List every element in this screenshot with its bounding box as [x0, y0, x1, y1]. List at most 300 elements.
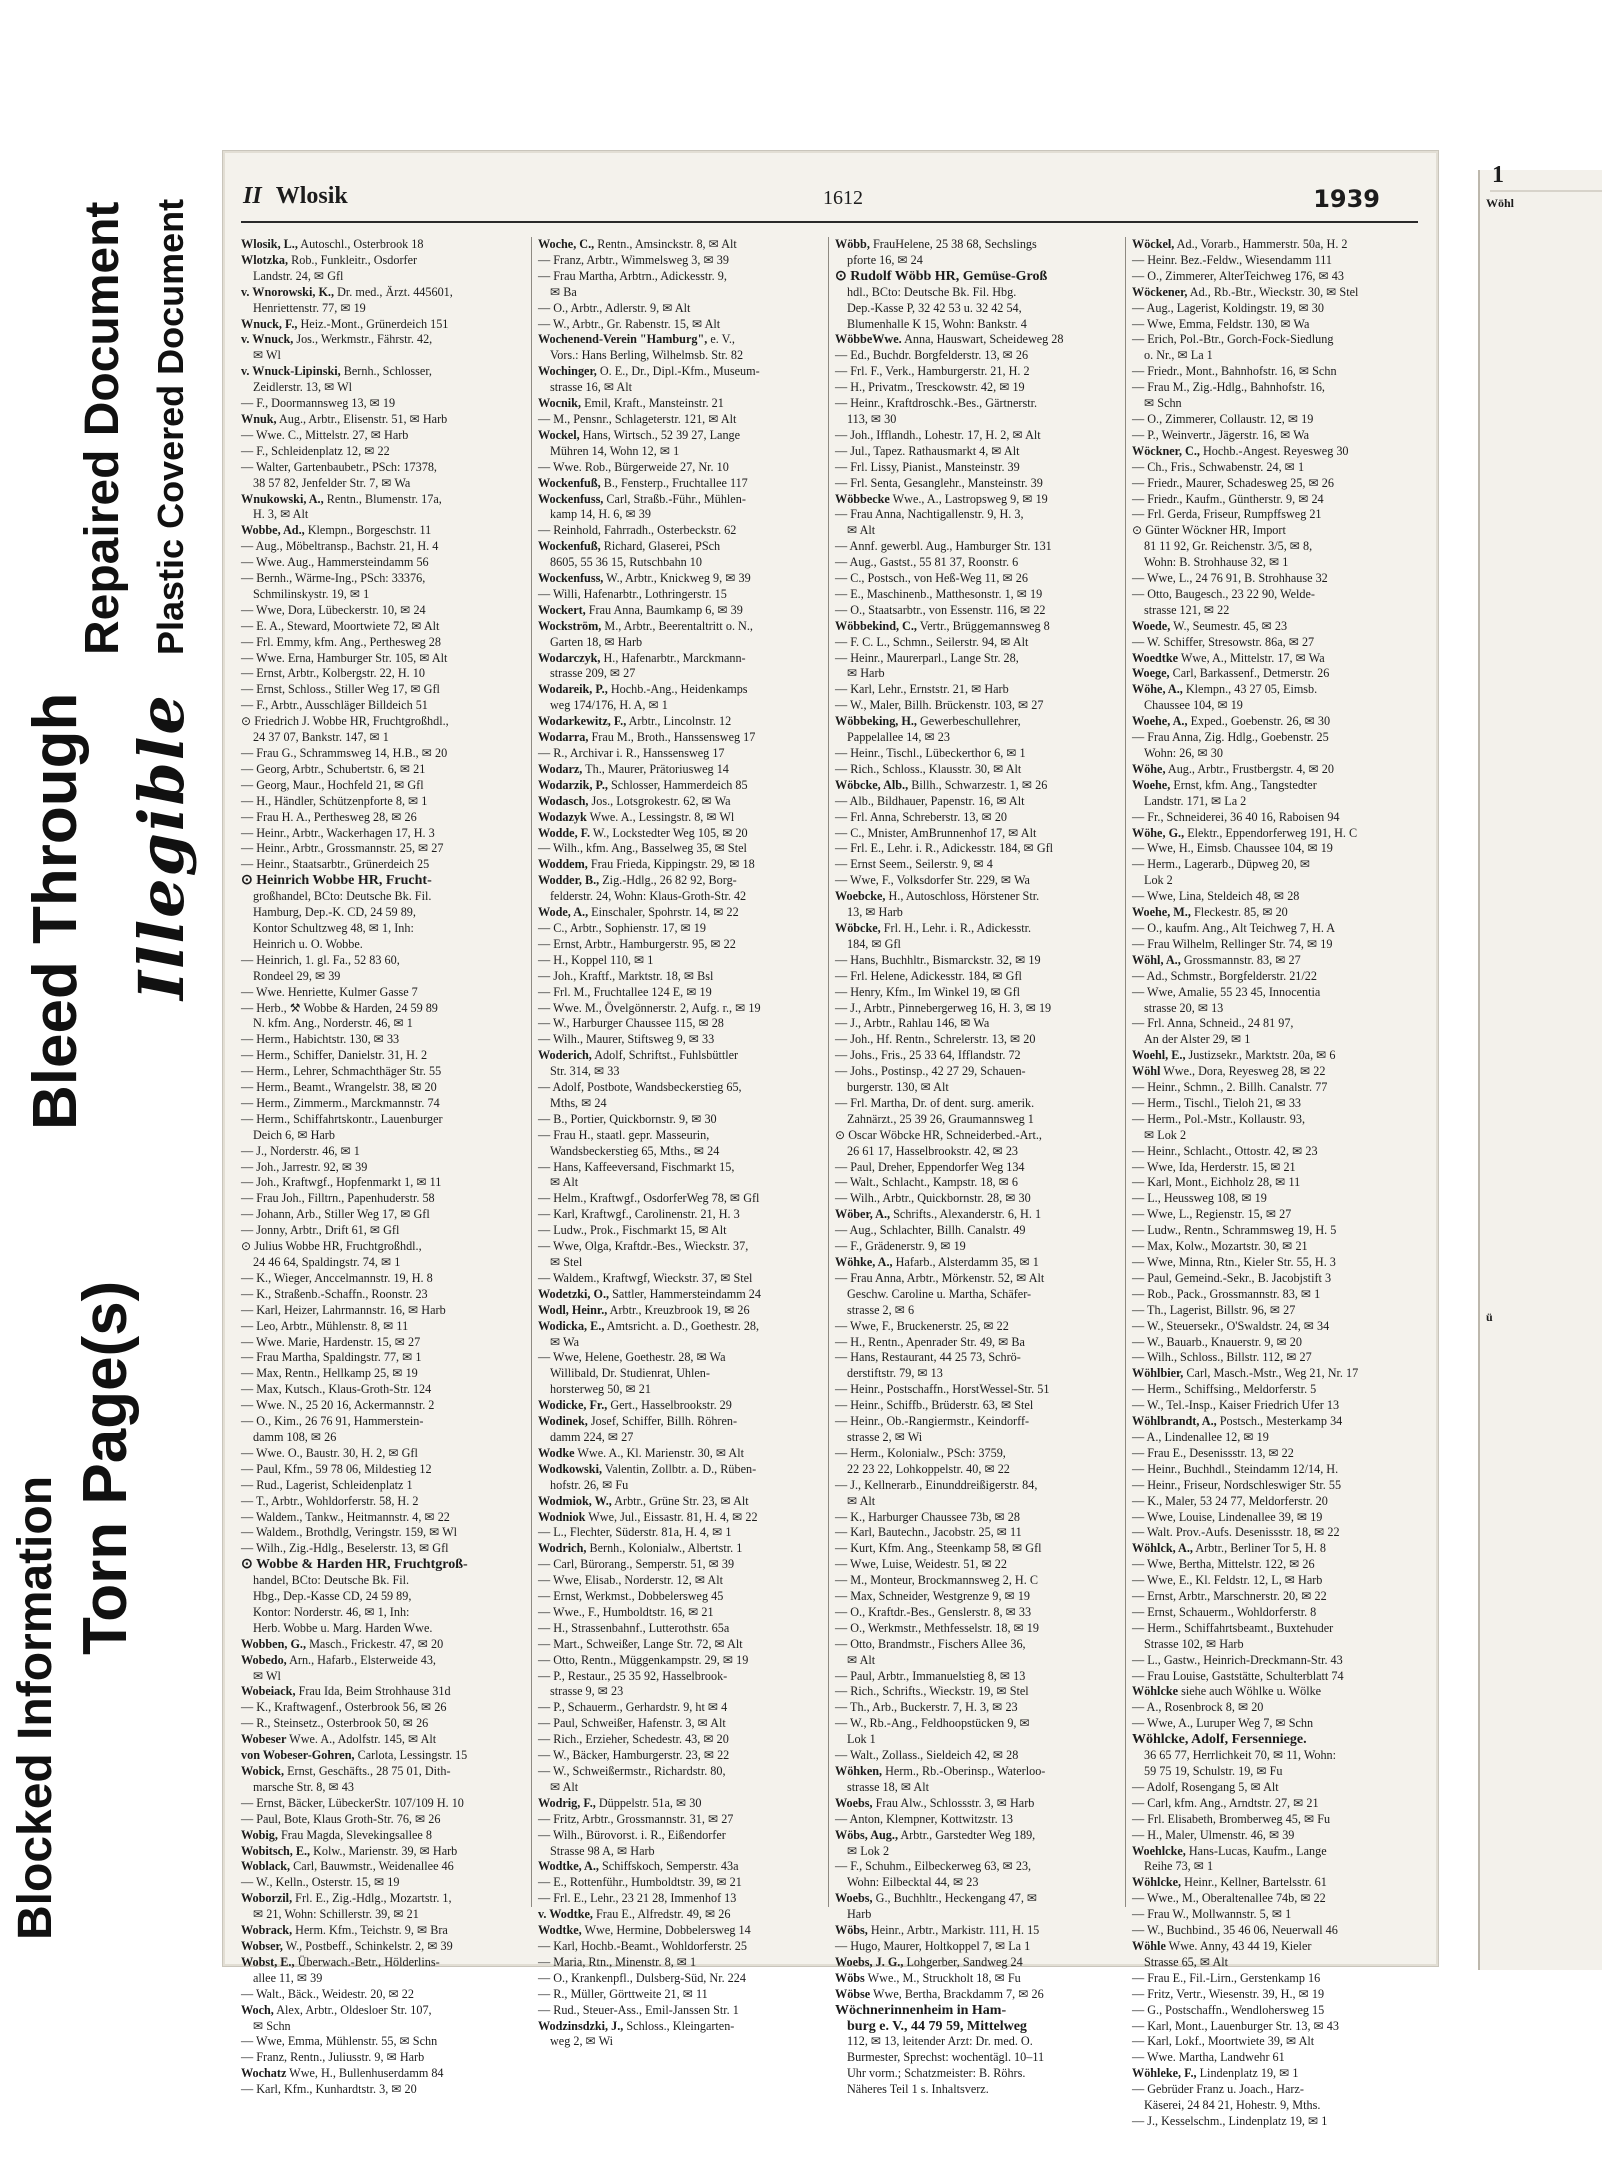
entry-details: Lok 1 — [847, 1732, 876, 1747]
directory-entry — [1132, 237, 1412, 253]
entry-details: — Heinr., Arbtr., Wackerhagen 17, H. 3 — [241, 825, 435, 840]
entry-surname: Wöhken, — [835, 1764, 883, 1778]
directory-entry — [835, 953, 1115, 969]
entry-details: ✉ Wl — [253, 348, 281, 363]
entry-details: Rentn., Amsinckstr. 8, ✉ Alt — [594, 237, 737, 251]
entry-details: ✉ Schn — [1144, 396, 1182, 411]
directory-entry — [241, 1716, 521, 1732]
directory-entry — [1132, 1669, 1412, 1685]
entry-surname: Wöhl, A., — [1132, 952, 1181, 967]
entry-surname: Wöhe, A., — [1132, 682, 1183, 697]
directory-entry — [1132, 857, 1412, 873]
entry-details: kamp 14, H. 6, ✉ 39 — [550, 507, 651, 522]
entry-details: Carl, Barkassenf., Detmerstr. 26 — [1169, 666, 1330, 681]
directory-entry — [241, 428, 521, 444]
entry-surname: Wöbs, — [835, 1923, 868, 1938]
directory-entry — [538, 332, 818, 348]
entry-details: — Joh., Hf. Rentn., Schrelerstr. 13, ✉ 20 — [835, 1032, 1036, 1047]
directory-entry — [1132, 1191, 1412, 1207]
directory-entry — [241, 714, 521, 730]
entry-details: — Herb., ⚒ Wobbe & Harden, 24 59 89 — [241, 1000, 438, 1015]
directory-entry — [241, 2003, 521, 2019]
directory-entry — [835, 1987, 1115, 2003]
page-header-keyword: Wlosik — [275, 183, 348, 209]
entry-details: — Wwe. Marie, Hardenstr. 15, ✉ 27 — [241, 1334, 421, 1349]
entry-details: ✉ Schn — [253, 2018, 291, 2033]
directory-entry-continuation — [835, 1907, 1115, 1923]
entry-details: ✉ 21, Wohn: Schillerstr. 39, ✉ 21 — [253, 1907, 419, 1922]
directory-entry-continuation — [538, 1144, 818, 1160]
directory-entry — [538, 428, 818, 444]
directory-entry-continuation — [241, 1589, 521, 1605]
directory-entry — [1132, 666, 1412, 682]
entry-details: — W., Arbtr., Gr. Rabenstr. 15, ✉ Alt — [538, 316, 721, 331]
entry-details: — Frl. Gerda, Friseur, Rumpffsweg 21 — [1132, 507, 1322, 522]
entry-details: Frau Ida, Beim Strohhause 31d — [295, 1684, 451, 1699]
entry-surname: Wöhlck, A., — [1132, 1541, 1193, 1556]
entry-details: — Frl. Helene, Adickesstr. 184, ✉ Gfl — [835, 968, 1022, 983]
entry-details: handel, BCto: Deutsche Bk. Fil. — [253, 1573, 410, 1588]
entry-details: — Heinr. Bez.-Feldw., Wiesendamm 111 — [1132, 252, 1332, 267]
directory-entry — [835, 237, 1115, 253]
directory-entry — [835, 1525, 1115, 1541]
entry-details: — Rud., Steuer-Ass., Emil-Janssen Str. 1 — [538, 2002, 739, 2017]
directory-entry — [1132, 428, 1412, 444]
entry-surname: Woddem, — [538, 857, 588, 872]
directory-entry — [538, 1859, 818, 1875]
entry-details: Postsch., Mesterkamp 34 — [1216, 1414, 1343, 1429]
directory-entry — [538, 1764, 818, 1780]
directory-entry — [835, 635, 1115, 651]
entry-details: — Paul, Gemeind.-Sekr., B. Jacobjstift 3 — [1132, 1270, 1332, 1285]
directory-entry — [1132, 1939, 1412, 1955]
directory-entry — [241, 1048, 521, 1064]
entry-details: Kontor Schultzweg 48, ✉ 1, Inh: — [253, 920, 414, 935]
entry-details: ✉ Lok 2 — [1144, 1127, 1187, 1142]
entry-details: — Friedr., Kaufm., Güntherstr. 9, ✉ 24 — [1132, 491, 1324, 506]
directory-entry — [835, 571, 1115, 587]
entry-surname: Wodrich, — [538, 1541, 587, 1556]
directory-entry — [538, 317, 818, 333]
entry-surname: Wöhe, — [1132, 761, 1166, 776]
entry-details: — Frl. Lissy, Pianist., Mansteinstr. 39 — [835, 459, 1020, 474]
directory-entry-continuation — [241, 2019, 521, 2035]
entry-details: ✉ Ba — [550, 284, 577, 299]
entry-details: — A., Lindenallee 12, ✉ 19 — [1132, 1429, 1269, 1444]
directory-entry-continuation — [835, 1844, 1115, 1860]
directory-entry — [1132, 444, 1412, 460]
directory-entry — [1132, 2082, 1412, 2098]
directory-entry — [1132, 317, 1412, 333]
entry-details: Herb. Wobbe u. Marg. Harden Wwe. — [253, 1620, 433, 1635]
entry-details: derstiftstr. 79, ✉ 13 — [847, 1366, 943, 1381]
directory-entry — [241, 1350, 521, 1366]
directory-entry — [835, 921, 1115, 937]
entry-details: — P., Schauerm., Gerhardstr. 9, ht ✉ 4 — [538, 1700, 728, 1715]
entry-details: — Walt., Bäck., Weidestr. 20, ✉ 22 — [241, 1986, 414, 2001]
directory-entry — [1132, 762, 1412, 778]
directory-entry — [835, 555, 1115, 571]
directory-entry — [538, 492, 818, 508]
entry-surname: Wobbe, Ad., — [241, 523, 305, 538]
directory-entry — [241, 666, 521, 682]
directory-entry — [1132, 635, 1412, 651]
directory-entry — [241, 1748, 521, 1764]
entry-details: — Rich., Erzieher, Schedestr. 43, ✉ 20 — [538, 1732, 729, 1747]
directory-entry — [1132, 1144, 1412, 1160]
entry-details: — Karl, Lokf., Moortwiete 39, ✉ Alt — [1132, 2034, 1315, 2049]
directory-entry — [835, 1001, 1115, 1017]
entry-details: — Heinr., Maurerparl., Lange Str. 28, — [835, 650, 1019, 665]
directory-entry — [835, 1032, 1115, 1048]
entry-details: — Wwe. Rob., Bürgerweide 27, Nr. 10 — [538, 459, 729, 474]
directory-entry — [1132, 1732, 1412, 1748]
next-page-fragment: ü — [1486, 1310, 1493, 1324]
directory-entry — [538, 1939, 818, 1955]
directory-entry — [1132, 1573, 1412, 1589]
entry-details: Arbtr., Kreuzbrook 19, ✉ 26 — [607, 1302, 750, 1317]
entry-details: damm 108, ✉ 26 — [253, 1429, 337, 1444]
entry-details: — Waldem., Tankw., Heitmannstr. 4, ✉ 22 — [241, 1509, 450, 1524]
entry-details: — Joh., Ifflandh., Lohestr. 17, H. 2, ✉ Alt — [835, 427, 1041, 442]
entry-details: — Heinr., Postschaffn., HorstWessel-Str. 51 — [835, 1382, 1050, 1397]
entry-surname: Wodl, Heinr., — [538, 1302, 608, 1317]
directory-entry — [1132, 523, 1412, 539]
entry-details: Ernst, Geschäfts., 28 75 01, Dith- — [284, 1764, 451, 1778]
directory-entry-continuation — [1132, 555, 1412, 571]
entry-details: ⊙ Wobbe & Harden HR, Fruchtgroß- — [241, 1557, 468, 1573]
directory-entry-continuation — [241, 301, 521, 317]
entry-surname: Wodarz, — [538, 761, 583, 776]
directory-entry — [1132, 1923, 1412, 1939]
entry-details: — R., Steinsetz., Osterbrook 50, ✉ 26 — [241, 1716, 429, 1731]
entry-details: — Wwe, E., Kl. Feldstr. 12, L, ✉ Harb — [1132, 1573, 1323, 1588]
entry-details: ✉ Wl — [253, 1668, 281, 1683]
entry-details: — Joh., Kraftwgf., Hopfenmarkt 1, ✉ 11 — [241, 1175, 442, 1190]
directory-entry — [241, 2082, 521, 2098]
entry-details: ✉ Alt — [847, 1652, 876, 1667]
entry-surname: Wobben, G., — [241, 1636, 307, 1651]
entry-details: H., Autoschloss, Hörstener Str. — [885, 889, 1040, 904]
directory-entry-continuation — [1132, 603, 1412, 619]
directory-entry — [241, 1955, 521, 1971]
entry-details: — Frl. Emmy, kfm. Ang., Perthesweg 28 — [241, 634, 441, 649]
entry-details: — F., Doormannsweg 13, ✉ 19 — [241, 396, 396, 411]
column-divider — [531, 237, 532, 1907]
entry-details: — Heinr., Schlacht., Ottostr. 42, ✉ 23 — [1132, 1143, 1318, 1158]
directory-entry — [1132, 826, 1412, 842]
directory-entry-continuation — [1132, 348, 1412, 364]
entry-details: ✉ Alt — [847, 523, 876, 538]
next-page-fragment: 1 — [1492, 162, 1504, 188]
entry-details: — Herm., Schiffahrtsbeamt., Buxtehuder — [1132, 1620, 1334, 1635]
directory-entry — [1132, 1621, 1412, 1637]
entry-details: Herm., Rb.-Oberinsp., Waterloo- — [882, 1764, 1046, 1778]
entry-details: Hans-Lucas, Kaufm., Lange — [1185, 1843, 1327, 1858]
directory-entry — [241, 1398, 521, 1414]
entry-details: — Otto, Brandmstr., Fischers Allee 36, — [835, 1636, 1026, 1651]
entry-surname: Wochinger, — [538, 364, 597, 379]
entry-details: Wwe., Dora, Reyesweg 28, ✉ 22 — [1160, 1064, 1326, 1079]
directory-entry — [1132, 285, 1412, 301]
directory-entry — [835, 810, 1115, 826]
entry-details: marsche Str. 8, ✉ 43 — [253, 1779, 354, 1794]
entry-details: — W., Harburger Chaussee 115, ✉ 28 — [538, 1016, 724, 1031]
directory-entry — [241, 539, 521, 555]
entry-details: — Wwe, Emma, Feldstr. 130, ✉ Wa — [1132, 316, 1310, 331]
directory-entry-continuation — [1132, 746, 1412, 762]
directory-entry — [241, 635, 521, 651]
entry-details: weg 174/176, H. A, ✉ 1 — [550, 698, 668, 713]
entry-details: Schmilinskystr. 19, ✉ 1 — [253, 586, 370, 601]
entry-details: Heiz.-Mont., Grünerdeich 151 — [297, 316, 449, 331]
entry-details: Hans, Wirtsch., 52 39 27, Lange — [579, 427, 741, 442]
entry-details: Arn., Hafarb., Elsterweide 43, — [286, 1652, 436, 1667]
entry-details: — Herm., Beamt., Wrangelstr. 38, ✉ 20 — [241, 1080, 437, 1095]
entry-details: 26 61 17, Hasselbrookstr. 42, ✉ 23 — [847, 1143, 1019, 1158]
directory-entry — [538, 1112, 818, 1128]
directory-entry-continuation — [835, 1144, 1115, 1160]
entry-details: — Franz, Arbtr., Wimmelsweg 3, ✉ 39 — [538, 252, 729, 267]
directory-entry-continuation — [1132, 698, 1412, 714]
entry-surname: Woebcke, — [835, 889, 886, 904]
entry-details: Lohgerber, Sandweg 24 — [903, 1954, 1023, 1969]
entry-surname: Wöbbeking, H., — [835, 714, 917, 729]
directory-entry — [835, 1796, 1115, 1812]
directory-entry — [835, 460, 1115, 476]
entry-details: — Wilh., kfm. Ang., Basselweg 35, ✉ Stel — [538, 841, 747, 856]
entry-details: — Frau Joh., Filltrn., Papenhuderstr. 58 — [241, 1191, 435, 1206]
directory-entry — [538, 1239, 818, 1255]
directory-entry — [835, 1016, 1115, 1032]
directory-entry — [835, 1350, 1115, 1366]
directory-entry — [835, 1669, 1115, 1685]
directory-entry-continuation — [1132, 873, 1412, 889]
directory-entry-continuation — [538, 1175, 818, 1191]
directory-entry — [538, 682, 818, 698]
entry-details: — Frl. Anna, Schreberstr. 13, ✉ 20 — [835, 809, 1008, 824]
directory-entry-continuation — [1132, 794, 1412, 810]
directory-entry — [1132, 1096, 1412, 1112]
entry-surname: Woch, — [241, 2002, 274, 2017]
entry-surname: Wodkowski, — [538, 1461, 603, 1476]
entry-surname: Wodasch, — [538, 793, 589, 808]
directory-entry — [835, 1128, 1115, 1144]
entry-surname: Wodarkewitz, F., — [538, 714, 627, 729]
entry-details: Bernh., Schlosser, — [340, 364, 432, 379]
entry-details: Henriettenstr. 77, ✉ 19 — [253, 300, 366, 315]
entry-details: ⊙ Julius Wobbe HR, Fruchtgroßhdl., — [241, 1239, 422, 1254]
entry-details: — O., Krankenpfl., Dulsberg-Süd, Nr. 224 — [538, 1970, 746, 1985]
entry-details: 13, ✉ Harb — [847, 905, 903, 920]
directory-entry — [241, 1732, 521, 1748]
entry-details: Th., Maurer, Prätoriusweg 14 — [582, 761, 729, 776]
entry-details: — Wwe, Emma, Mühlenstr. 55, ✉ Schn — [241, 2034, 438, 2049]
entry-details: — Herm., Kolonialw., PSch: 3759, — [835, 1445, 1006, 1460]
entry-details: Carl, Masch.-Mstr., Weg 21, Nr. 17 — [1183, 1366, 1359, 1381]
entry-details: horsterweg 50, ✉ 21 — [550, 1382, 651, 1397]
directory-entry — [835, 1255, 1115, 1271]
directory-entry — [835, 794, 1115, 810]
directory-entry-continuation — [538, 1255, 818, 1271]
directory-entry-continuation — [835, 1430, 1115, 1446]
directory-entry — [835, 428, 1115, 444]
directory-entry — [538, 794, 818, 810]
directory-entry — [538, 969, 818, 985]
directory-entry — [241, 1923, 521, 1939]
entry-details: — Frl. F., Verk., Hamburgerstr. 21, H. 2 — [835, 364, 1030, 379]
entry-details: — Karl, Mont., Eichholz 28, ✉ 11 — [1132, 1175, 1301, 1190]
entry-surname: Woedtke — [1132, 650, 1179, 665]
entry-details: Masch., Frickestr. 47, ✉ 20 — [306, 1636, 444, 1651]
stamp-blocked-information: Blocked Information — [9, 1475, 62, 1940]
header-rule — [241, 221, 1418, 223]
entry-details: — Paul, Bote, Klaus Groth-Str. 76, ✉ 26 — [241, 1811, 441, 1826]
directory-entry — [538, 460, 818, 476]
directory-entry-continuation — [241, 921, 521, 937]
entry-details: — Johs., Fris., 25 33 64, Ifflandstr. 72 — [835, 1048, 1021, 1063]
entry-details: — Herm., Schiffer, Danielstr. 31, H. 2 — [241, 1048, 428, 1063]
entry-details: — Frau Anna, Zig. Hdlg., Goebenstr. 25 — [1132, 730, 1329, 745]
directory-entry-continuation — [538, 507, 818, 523]
directory-entry — [241, 794, 521, 810]
entry-details: — Frau H. A., Perthesweg 28, ✉ 26 — [241, 809, 417, 824]
entry-details: 24 46 64, Spaldingstr. 74, ✉ 1 — [253, 1255, 401, 1269]
entry-details: — Frau Louise, Gaststätte, Schulterblatt 74 — [1132, 1668, 1344, 1683]
entry-details: — Wwe. Martha, Landwehr 61 — [1132, 2050, 1285, 2065]
directory-entry — [1132, 2114, 1412, 2130]
stamp-illegible: Illegible — [125, 693, 198, 1000]
entry-details: — Ernst, Arbtr., Marschnerstr. 20, ✉ 22 — [1132, 1589, 1327, 1604]
directory-entry — [835, 492, 1115, 508]
entry-details: — Max, Schneider, Westgrenze 9, ✉ 19 — [835, 1589, 1031, 1604]
directory-entry-continuation — [835, 666, 1115, 682]
directory-entry — [835, 985, 1115, 1001]
directory-entry — [241, 826, 521, 842]
entry-details: — Herm., Tischl., Tieloh 21, ✉ 33 — [1132, 1095, 1302, 1110]
entry-details: Aug., Arbtr., Frustbergstr. 4, ✉ 20 — [1165, 761, 1334, 776]
directory-entry-continuation — [835, 1112, 1115, 1128]
page-part-label: II — [243, 183, 262, 209]
directory-entry — [835, 651, 1115, 667]
next-page-fragment: Wöhl — [1486, 196, 1515, 210]
directory-entry — [1132, 460, 1412, 476]
entry-surname: Woege, — [1132, 666, 1170, 681]
directory-entry-continuation — [1132, 1128, 1412, 1144]
directory-entry — [1132, 1255, 1412, 1271]
directory-entry-continuation — [241, 969, 521, 985]
directory-page — [222, 150, 1439, 2128]
directory-entry — [241, 1653, 521, 1669]
directory-entry — [538, 1398, 818, 1414]
directory-entry — [538, 810, 818, 826]
directory-entry — [241, 1446, 521, 1462]
directory-entry — [241, 1541, 521, 1557]
directory-entry-continuation — [538, 889, 818, 905]
entry-details: — Frau Martha, Spaldingstr. 77, ✉ 1 — [241, 1350, 422, 1365]
entry-details: — Frau E., Fil.-Lirn., Gerstenkamp 16 — [1132, 1970, 1321, 1985]
directory-entry — [538, 905, 818, 921]
directory-entry — [1132, 1350, 1412, 1366]
directory-entry — [241, 396, 521, 412]
directory-entry-continuation — [241, 1016, 521, 1032]
directory-entry — [1132, 714, 1412, 730]
directory-entry — [241, 1096, 521, 1112]
directory-entry — [241, 555, 521, 571]
directory-entry — [835, 1414, 1115, 1430]
entry-surname: Woborzil, — [241, 1891, 293, 1906]
entry-details: Ad., Rb.-Btr., Wieckstr. 30, ✉ Stel — [1187, 284, 1359, 299]
directory-entry — [538, 1732, 818, 1748]
entry-details: FrauHelene, 25 38 68, Sechslings — [869, 237, 1037, 251]
entry-details: Frau Anna, Baumkamp 6, ✉ 39 — [585, 602, 743, 617]
directory-entry — [538, 269, 818, 285]
entry-details: — E., Maschinenb., Matthesonstr. 1, ✉ 19 — [835, 586, 1043, 601]
directory-entry — [241, 1875, 521, 1891]
entry-details: — K., Wieger, Anccelmannstr. 19, H. 8 — [241, 1270, 433, 1285]
entry-surname: Wockel, — [538, 427, 580, 442]
entry-details: pforte 16, ✉ 24 — [847, 252, 923, 267]
directory-entry — [1132, 841, 1412, 857]
entry-details: Amtsricht. a. D., Goethestr. 28, — [604, 1318, 760, 1333]
entry-details: Strasse 98 A, ✉ Harb — [550, 1843, 655, 1858]
directory-entry — [1132, 301, 1412, 317]
entry-details: — Th., Arb., Buckerstr. 7, H. 3, ✉ 23 — [835, 1700, 1018, 1715]
entry-details: — O., Arbtr., Adlerstr. 9, ✉ Alt — [538, 300, 691, 315]
entry-details: strasse 9, ✉ 23 — [550, 1684, 624, 1699]
directory-entry — [1132, 1875, 1412, 1891]
entry-details: — Wwe, Helene, Goethestr. 28, ✉ Wa — [538, 1350, 726, 1365]
entry-details: — Jul., Tapez. Rathausmarkt 4, ✉ Alt — [835, 443, 1020, 458]
entry-details: — Wwe. C., Mittelstr. 27, ✉ Harb — [241, 427, 409, 442]
column-divider — [1125, 237, 1126, 1907]
entry-details: ✉ Wa — [550, 1334, 579, 1349]
entry-details: — Wilh., Zig.-Hdlg., Beselerstr. 13, ✉ Gfl — [241, 1541, 449, 1556]
directory-entry — [538, 1669, 818, 1685]
directory-entry-continuation — [538, 635, 818, 651]
entry-surname: Wodarczyk, — [538, 650, 601, 665]
directory-entry — [1132, 1287, 1412, 1303]
entry-surname: Wöckner, C., — [1132, 443, 1200, 458]
entry-details: — Fritz, Vertr., Wiesenstr. 39, H., ✉ 19 — [1132, 1986, 1325, 2001]
entry-details: G., Buchhltr., Heckengang 47, ✉ — [872, 1891, 1038, 1906]
entry-details: — F., Schuhm., Eilbeckerweg 63, ✉ 23, — [835, 1859, 1032, 1874]
directory-entry — [538, 1605, 818, 1621]
directory-entry — [241, 317, 521, 333]
directory-entry-continuation — [241, 1780, 521, 1796]
entry-surname: Wodareik, P., — [538, 682, 608, 697]
directory-entry — [1132, 1828, 1412, 1844]
entry-details: — H., Rentn., Apenrader Str. 49, ✉ Ba — [835, 1334, 1025, 1349]
entry-surname: Wodicke, Fr., — [538, 1398, 608, 1413]
directory-entry-continuation — [835, 1494, 1115, 1510]
directory-entry-continuation — [538, 1844, 818, 1860]
directory-entry — [1132, 1303, 1412, 1319]
entry-details: — Leo, Arbtr., Mühlenstr. 8, ✉ 11 — [241, 1318, 409, 1333]
directory-entry — [835, 1971, 1115, 1987]
directory-entry — [241, 1859, 521, 1875]
directory-entry — [835, 1605, 1115, 1621]
directory-entry — [538, 1955, 818, 1971]
directory-entry-continuation — [241, 730, 521, 746]
directory-entry — [835, 444, 1115, 460]
entry-surname: Woebs, — [835, 1891, 873, 1906]
entry-details: W., Lockstedter Weg 105, ✉ 20 — [590, 825, 748, 840]
directory-entry — [538, 1160, 818, 1176]
entry-details: ✉ Stel — [550, 1255, 583, 1269]
directory-entry-continuation — [538, 1366, 818, 1382]
directory-entry — [538, 1907, 818, 1923]
